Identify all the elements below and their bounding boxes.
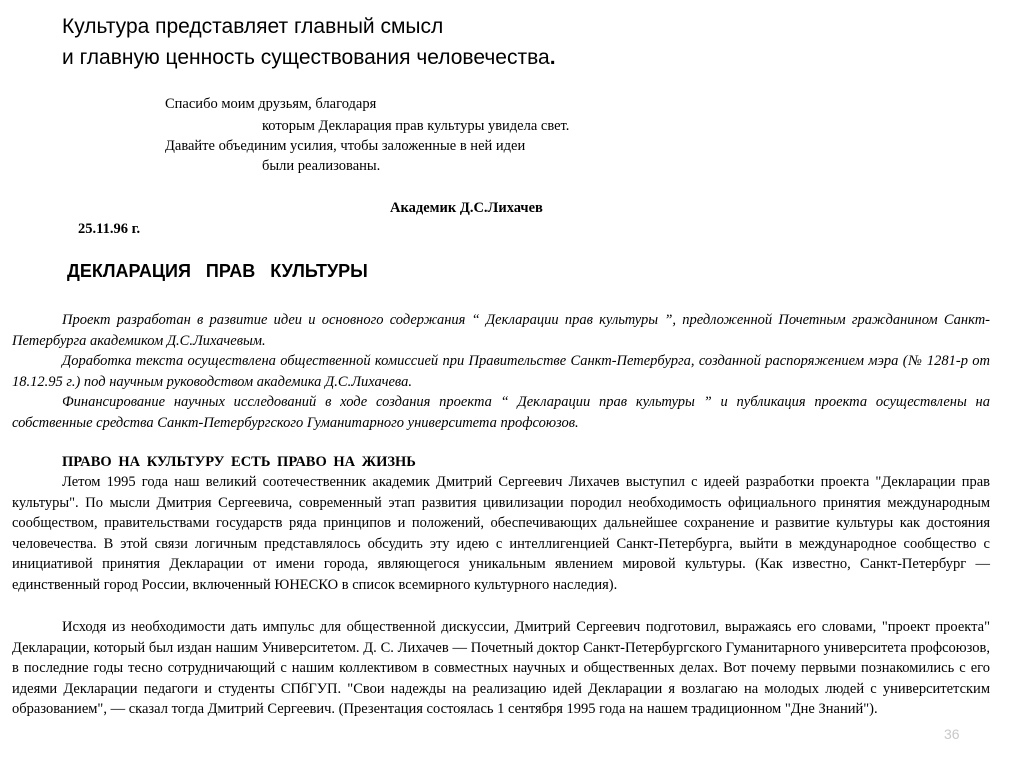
- date: 25.11.96 г.: [78, 221, 141, 237]
- dedication-line: Спасибо моим друзьям, благодаря: [165, 96, 377, 112]
- page-number: 36: [944, 726, 960, 742]
- dedication-line: которым Декларация прав культуры увидела свет.: [262, 118, 570, 134]
- motto-period: .: [549, 46, 556, 69]
- dedication-line: Давайте объединим усилия, чтобы заложенные в ней идеи: [165, 138, 526, 154]
- body-paragraph: Летом 1995 года наш великий соотечественник академик Дмитрий Сергеевич Лихачев выступил с идеей разработки проекта "Декларации прав культуры". По мысли Дмитрия Сергеевича, современный этап развития цивилизации породил необходимость официального принятия международным сообществом, правительствами государств ряда принципов и положений, обеспечивающих дальнейшее сохранение и развитие культуры как достояния человечества. В этой связи логичным представлялось обсудить эту идею с интеллигенцией Санкт-Петербурга, выйти в международное сообщество с инициативой принятия Декларации от имени города, являющегося уникальным явлением мировой культуры. (Как известно, Санкт-Петербург — единственный город России, включенный ЮНЕСКО в список всемирного культурного наследия).: [12, 474, 990, 593]
- motto-line-2-text: и главную ценность существования человечества: [62, 46, 550, 69]
- motto-line-1: Культура представляет главный смысл: [62, 15, 444, 38]
- signature: Академик Д.С.Лихачев: [390, 200, 543, 216]
- intro-paragraph: Доработка текста осуществлена общественной комиссией при Правительстве Санкт-Петербурга, созданной распоряжением мэра (№ 1281-р от 18.12.95 г.) под научным руководством академика Д.С.Лихачева.: [12, 353, 990, 390]
- intro-paragraph: Проект разработан в развитие идеи и основного содержания “ Декларации прав культуры ”, предложенной Почетным гражданином Санкт-Петербурга академиком Д.С.Лихачевым.: [12, 312, 990, 349]
- intro-paragraph: Финансирование научных исследований в ходе создания проекта “ Декларации прав культуры ” и публикация проекта осуществлены на собственные средства Санкт-Петербургского Гуманитарного университета профсоюзов.: [12, 394, 990, 431]
- body-paragraph: Исходя из необходимости дать импульс для общественной дискуссии, Дмитрий Сергеевич подготовил, выражаясь его словами, "проект проекта" Декларации, который был издан нашим Университетом. Д. С. Лихачев — Почетный доктор Санкт-Петербургского Гуманитарного университета профсоюзов, в последние годы тесно сотрудничающий с нашим коллективом в совместных научных и общественных делах. Вот почему первыми познакомились с его идеями Декларации педагоги и студенты СПбГУП. "Свои надежды на реализацию идей Декларации я возлагаю на молодых людей с университетским образованием", — сказал тогда Дмитрий Сергеевич. (Презентация состоялась 1 сентября 1995 года на нашем традиционном "Дне Знаний").: [12, 619, 990, 717]
- section-heading: ПРАВО НА КУЛЬТУРУ ЕСТЬ ПРАВО НА ЖИЗНЬ: [62, 454, 416, 470]
- document-title: ДЕКЛАРАЦИЯ ПРАВ КУЛЬТУРЫ: [67, 261, 368, 281]
- dedication-line: были реализованы.: [262, 158, 381, 174]
- motto-line-2: [62, 45, 556, 71]
